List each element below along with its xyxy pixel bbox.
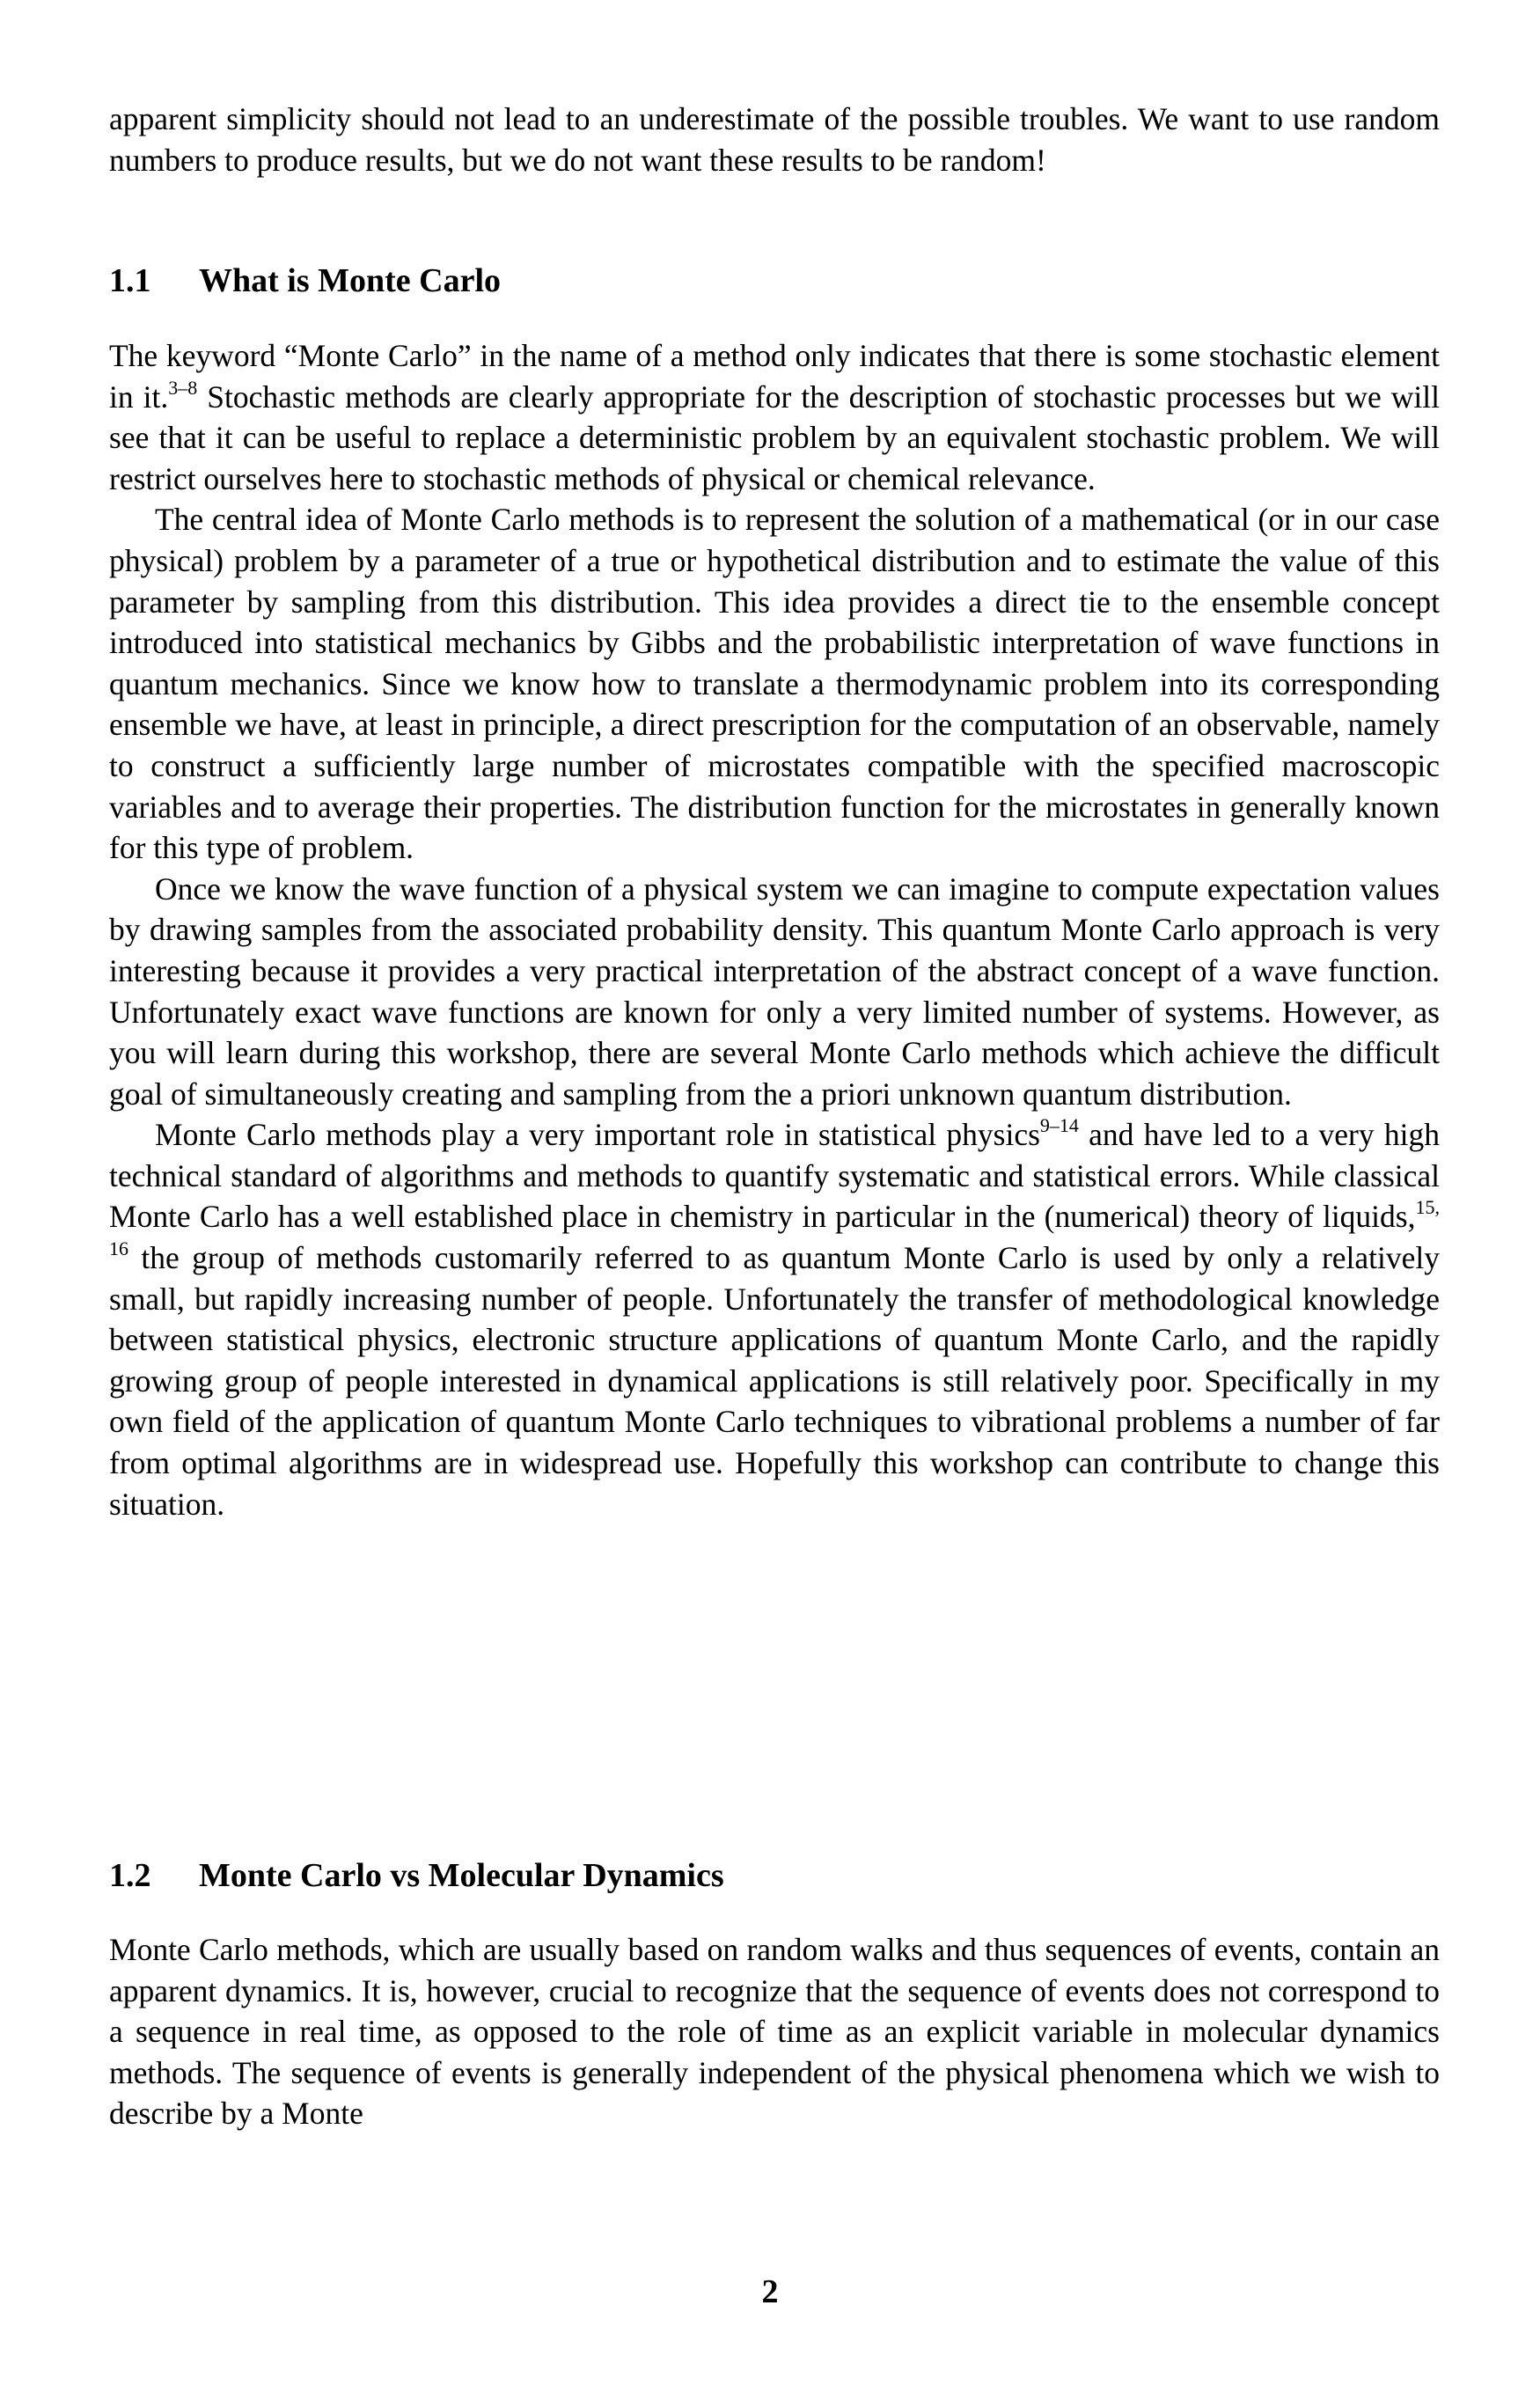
section-heading-1-1 — [109, 261, 501, 301]
citation-superscript: 9–14 — [1039, 1114, 1079, 1137]
section-1-1-body — [109, 335, 1440, 1524]
intro-paragraph: apparent simplicity should not lead to an underestimate of the possible troubles. We want to use random numbers to produce results, but we do not want these results to be random! — [109, 101, 1440, 178]
section-1-2-paragraph-1: Monte Carlo methods, which are usually based on random walks and thus sequences of events, contain an apparent dynamics. It is, however, crucial to recognize that the sequence of events does not correspond to a sequence in real time, as opposed to the role of time as an explicit variable in molecular dynamics methods. The sequence of events is generally independent of the physical phenomena which we wish to describe by a Monte — [109, 1932, 1440, 2132]
citation-superscript: 3–8 — [168, 376, 198, 399]
text-run: The keyword “Monte Carlo” in the name of a method only indicates that there is some stochastic element in it. — [109, 338, 1440, 415]
section-1-1-paragraph-4 — [109, 1114, 1440, 1524]
section-1-1-paragraph-1 — [109, 335, 1440, 499]
text-run: Stochastic methods are clearly appropriate for the description of stochastic processes but we will see that it can be useful to replace a deterministic problem by an equivalent stochastic problem. We will restrict ourselves here to stochastic methods of physical or chemical relevance. — [109, 378, 1441, 496]
text-run: Monte Carlo methods play a very important role in statistical physics — [155, 1117, 1040, 1153]
text-run: and have led to a very high technical standard of algorithms and methods to quantify systematic and statistical errors. While classical Monte Carlo has a well established place in chemistry in particular in the (numerical) theory of liquids, — [109, 1117, 1440, 1235]
citation-superscript: 15, 16 — [109, 1196, 1440, 1260]
text-run: the group of methods customarily referred to as quantum Monte Carlo is used by only a relatively small, but rapidly increasing number of people. Unfortunately the transfer of methodological knowledge between statistical physics, electronic structure applications of quantum Monte Carlo, and the rapidly growing group of people interested in dynamical applications is still relatively poor. Specifically in my own field of the application of quantum Monte Carlo techniques to vibrational problems a number of far from optimal algorithms are in widespread use. Hopefully this workshop can contribute to change this situation. — [109, 1240, 1440, 1522]
intro-block — [109, 99, 1440, 180]
page-number: 2 — [761, 2273, 779, 2310]
section-1-1-paragraph-3: Once we know the wave function of a physical system we can imagine to compute expectation values by drawing samples from the associated probability density. This quantum Monte Carlo approach is very interesting because it provides a very practical interpretation of the abstract concept of a wave function. Unfortunately exact wave functions are known for only a very limited number of systems. However, as you will learn during this workshop, there are several Monte Carlo methods which achieve the difficult goal of simultaneously creating and sampling from the a priori unknown quantum distribution. — [109, 870, 1440, 1112]
section-number: 1.1 — [109, 262, 151, 299]
section-number: 1.2 — [109, 1857, 151, 1894]
section-1-1-paragraph-2: The central idea of Monte Carlo methods is to represent the solution of a mathematical (or in our case physical) problem by a parameter of a true or hypothetical distribution and to estimate the value of this parameter by sampling from this distribution. This idea provides a direct tie to the ensemble concept introduced into statistical mechanics by Gibbs and the probabilistic interpretation of wave functions in quantum mechanics. Since we know how to translate a thermodynamic problem into its corresponding ensemble we have, at least in principle, a direct prescription for the computation of an observable, namely to construct a sufficiently large number of microstates compatible with the specified macroscopic variables and to average their properties. The distribution function for the microstates in generally known for this type of problem. — [109, 502, 1440, 866]
section-title: What is Monte Carlo — [199, 262, 502, 299]
section-title: Monte Carlo vs Molecular Dynamics — [199, 1857, 724, 1894]
section-1-2-body — [109, 1929, 1440, 2134]
section-heading-1-2 — [109, 1855, 724, 1896]
